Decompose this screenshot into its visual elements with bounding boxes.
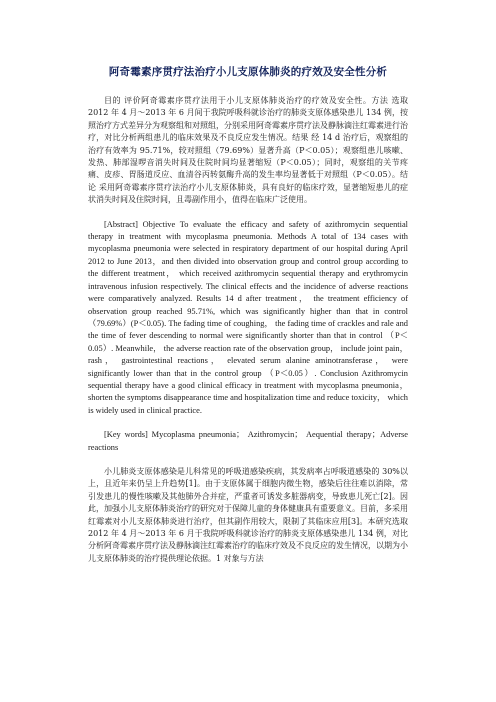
introduction-paragraph: 小儿肺炎支原体感染是儿科常见的呼吸道感染疾病，其发病率占呼吸道感染的 30%以上，且近年来仍呈上升趋势[1]。由于支原体属于细胞内微生物，感染后往往难以消除，常引发患儿的慢性咳嗽及其他肺外合并症，严重者可诱发多脏器病变，导致患儿死亡[2]。因此，加强小儿支原体肺炎治疗的研究对于保障儿童的身体健康具有重要意义。目前，多采用红霉素对小儿支原体肺炎进行治疗，但其副作用较大，限制了其临床应用[3]。本研究选取 2012 年 4 月～2013 年 6 月于我院呼吸科就诊治疗的肺炎支原体感染患儿 134 例，对比分析阿奇霉素序贯疗法及静脉滴注红霉素治疗的临床疗效及不良反应的发生情况，以期为小儿支原体肺炎的治疗提供理论依据。1 对象与方法	[88, 466, 408, 563]
abstract-english: [Abstract] Objective To evaluate the efficacy and safety of azithromycin sequential therapy in treatment with mycoplasma pneumonia. Methods A total of 134 cases with mycoplasma pneumonia were selected in respiratory department of our hospital during April 2012 to June 2013，and then divided into observation group and control group according to the different treatment， which received azithromycin sequential therapy and erythromycin intravenous infusion respectively. The clinical effects and the incidence of adverse reactions were comparatively analyzed. Results 14 d after treatment， the treatment efficiency of observation group reached 95.71%, which was significantly higher than that in control （79.69%）(P＜0.05). The fading time of coughing， the fading time of crackles and rale and the time of fever descending to normal were significantly shorter than that in control （P＜0.05）. Meanwhile， the adverse reaction rate of the observation group， include joint pain，rash， gastrointestinal reactions， elevated serum alanine aminotransferase， were significantly lower than that in the control group （P＜0.05）. Conclusion Azithromycin sequential therapy have a good clinical efficacy in treatment with mycoplasma pneumonia， shorten the symptoms disappearance time and hospitalization time and reduce toxicity， which is widely used in clinical practice.	[88, 219, 408, 415]
spacer	[88, 454, 408, 466]
abstract-chinese: 目的 评价阿奇霉素序贯疗法用于小儿支原体肺炎治疗的疗效及安全性。方法 选取 2012 年 4 月～2013 年 6 月间于我院呼吸科就诊治疗的肺炎支原体感染患儿 134 例，按照治疗方式差异分为观察组和对照组，分别采用阿奇霉素序贯疗法及静脉滴注红霉素进行治疗，对比分析两组患儿的临床效果及不良反应发生情况。结果 经 14 d 治疗后，观察组的治疗有效率为 95.71%，较对照组（79.69%）显著升高（P＜0.05）；观察组患儿咳嗽、发热、肺部湿啰音消失时间及住院时间均显著缩短（P＜0.05）；同时，观察组的关节疼痛、皮疹、胃肠道反应、血清谷丙转氨酶升高的发生率均显著低于对照组（P＜0.05）。结论 采用阿奇霉素序贯疗法治疗小儿支原体肺炎，具有良好的临床疗效，显著缩短患儿的症状消失时间及住院时间，且毒副作用小，值得在临床广泛使用。	[88, 96, 408, 205]
keywords-english: [Key words] Mycoplasma pneumonia； Azithromycin； Aequential therapy；Adverse reactions	[88, 430, 408, 452]
spacer	[88, 207, 408, 219]
spacer	[88, 417, 408, 429]
paper-title: 阿奇霉素序贯疗法治疗小儿支原体肺炎的疗效及安全性分析	[108, 66, 388, 78]
